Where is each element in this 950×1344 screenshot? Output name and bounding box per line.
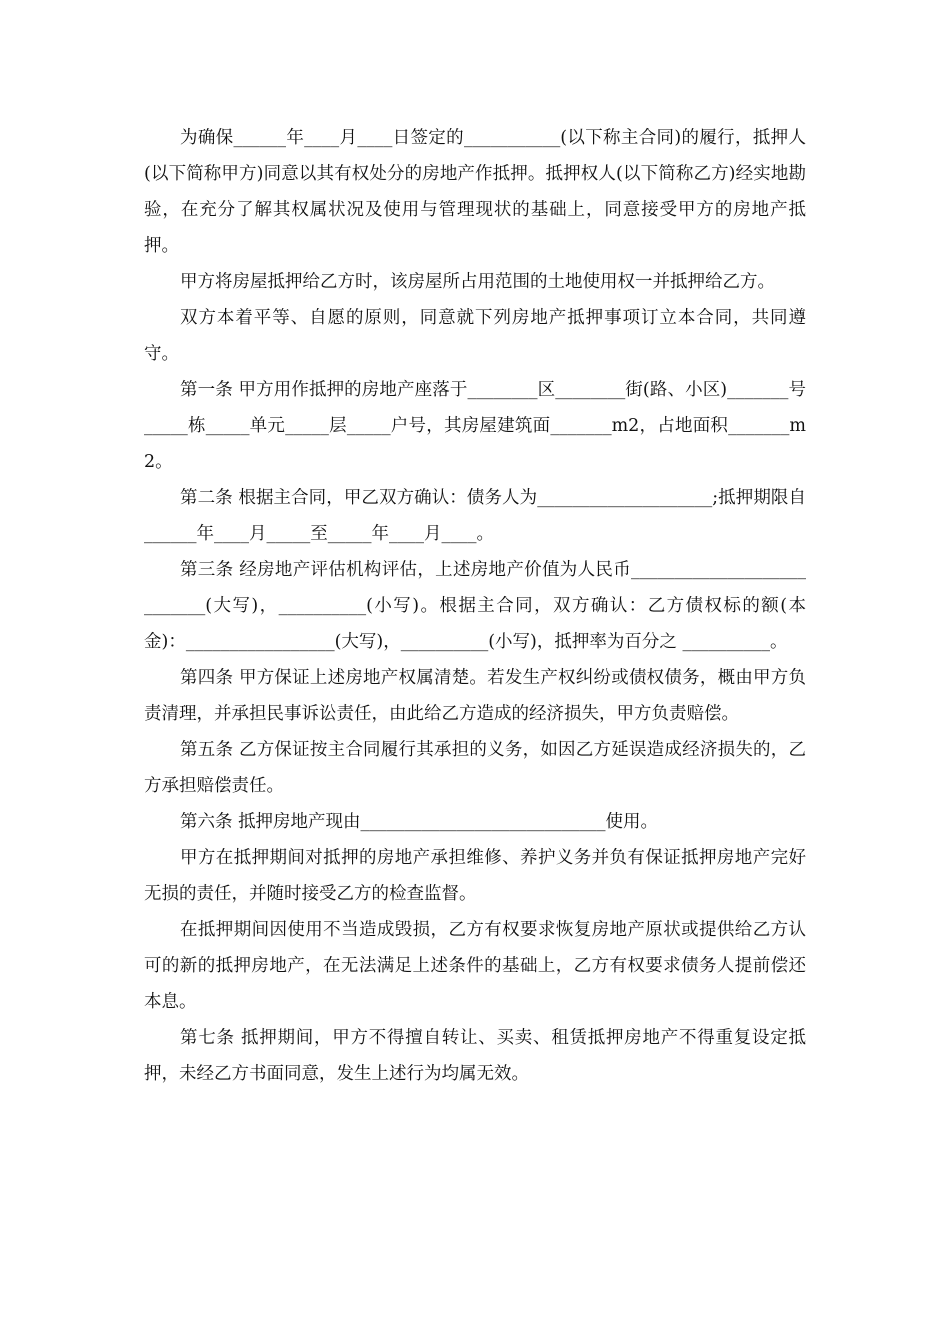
article-7: 第七条 抵押期间，甲方不得擅自转让、买卖、租赁抵押房地产不得重复设定抵押，未经乙方书面同意，发生上述行为均属无效。	[144, 1028, 806, 1084]
article-1: 第一条 甲方用作抵押的房地产座落于________区________街(路、小区)_______号_____栋_____单元_____层_____户号，其房屋建筑面_______m2，占地面积_______m2。	[144, 380, 806, 472]
article-6: 第六条 抵押房地产现由____________________________使用。	[180, 812, 659, 832]
article-6-maintenance: 甲方在抵押期间对抵押的房地产承担维修、养护义务并负有保证抵押房地产完好无损的责任，并随时接受乙方的检查监督。	[144, 848, 806, 904]
contract-page	[144, 120, 806, 1092]
article-5: 第五条 乙方保证按主合同履行其承担的义务，如因乙方延误造成经济损失的，乙方承担赔偿责任。	[144, 740, 806, 796]
article-2: 第二条 根据主合同，甲乙双方确认：债务人为____________________;抵押期限自______年____月_____至_____年____月____。	[144, 488, 806, 544]
paragraph-land-use: 甲方将房屋抵押给乙方时，该房屋所占用范围的土地使用权一并抵押给乙方。	[180, 272, 775, 292]
paragraph-principle: 双方本着平等、自愿的原则，同意就下列房地产抵押事项订立本合同，共同遵守。	[144, 308, 806, 364]
article-4: 第四条 甲方保证上述房地产权属清楚。若发生产权纠纷或债权债务，概由甲方负责清理，并承担民事诉讼责任，由此给乙方造成的经济损失，甲方负责赔偿。	[144, 668, 806, 724]
article-3: 第三条 经房地产评估机构评估，上述房地产价值为人民币___________________________(大写)，__________(小写)。根据主合同，双方确认：乙方债权标的额(本金)：_________________(大写)，__________(小写)，抵押率为百分之 __________。	[144, 560, 806, 652]
article-6-damage: 在抵押期间因使用不当造成毁损，乙方有权要求恢复房地产原状或提供给乙方认可的新的抵押房地产，在无法满足上述条件的基础上，乙方有权要求债务人提前偿还本息。	[144, 920, 806, 1012]
paragraph-preamble: 为确保______年____月____日签定的___________(以下称主合同)的履行，抵押人(以下简称甲方)同意以其有权处分的房地产作抵押。抵押权人(以下简称乙方)经实地勘验，在充分了解其权属状况及使用与管理现状的基础上，同意接受甲方的房地产抵押。	[144, 128, 806, 256]
